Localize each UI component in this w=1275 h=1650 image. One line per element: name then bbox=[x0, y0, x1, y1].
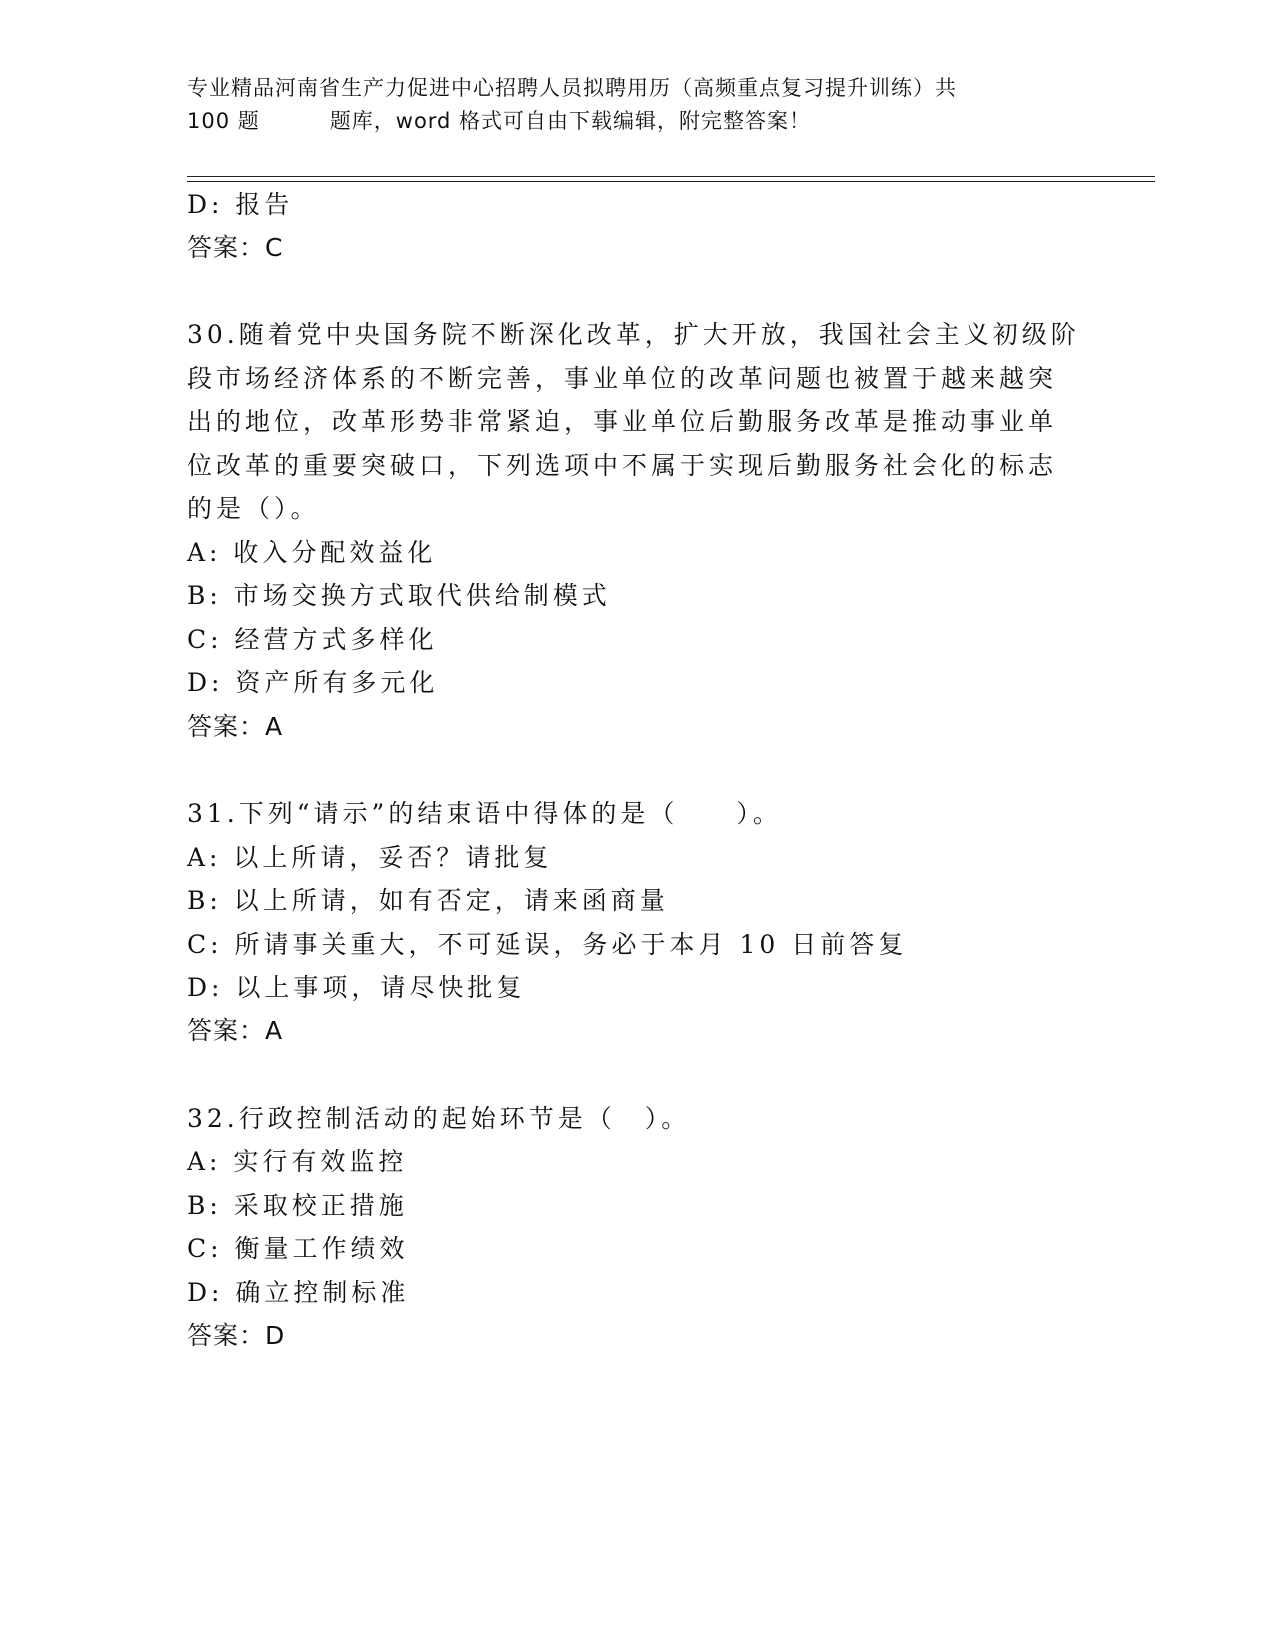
header-divider-top bbox=[187, 176, 1155, 177]
header-question-count: 100 题 bbox=[187, 109, 260, 133]
q30-option-b: B: 市场交换方式取代供给制模式 bbox=[187, 581, 611, 610]
q30-stem-line2: 段市场经济体系的不断完善，事业单位的改革问题也被置于越来越突 bbox=[187, 364, 1058, 393]
q31-option-b: B: 以上所请，如有否定，请来函商量 bbox=[187, 886, 669, 915]
q31-answer: 答案：A bbox=[187, 1016, 284, 1045]
q32-answer: 答案：D bbox=[187, 1321, 286, 1350]
header-divider-bottom bbox=[187, 181, 1155, 182]
q32-option-c: C: 衡量工作绩效 bbox=[187, 1234, 409, 1263]
q32-stem: 32.行政控制活动的起始环节是（ ）。 bbox=[187, 1104, 691, 1133]
q31-option-a: A: 以上所请，妥否？请批复 bbox=[187, 843, 553, 872]
q30-answer: 答案：A bbox=[187, 712, 284, 741]
q30-stem-line4: 位改革的重要突破口，下列选项中不属于实现后勤服务社会化的标志 bbox=[187, 451, 1058, 480]
prev-option-d: D: 报告 bbox=[187, 190, 294, 219]
q32-option-a: A: 实行有效监控 bbox=[187, 1147, 408, 1176]
q30-option-d: D: 资产所有多元化 bbox=[187, 668, 439, 697]
q30-stem-line5: 的是（）。 bbox=[187, 494, 320, 523]
header-description: 题库，word 格式可自由下载编辑，附完整答案！ bbox=[329, 109, 812, 133]
q30-stem-line1: 30.随着党中央国务院不断深化改革，扩大开放，我国社会主义初级阶 bbox=[187, 320, 1080, 349]
q30-option-a: A: 收入分配效益化 bbox=[187, 538, 437, 567]
q31-option-c: C: 所请事关重大，不可延误，务必于本月 10 日前答复 bbox=[187, 930, 908, 959]
prev-answer: 答案：C bbox=[187, 233, 284, 262]
q30-option-c: C: 经营方式多样化 bbox=[187, 625, 438, 654]
page-header bbox=[187, 72, 1087, 138]
q30-stem-line3: 出的地位，改革形势非常紧迫，事业单位后勤服务改革是推动事业单 bbox=[187, 407, 1058, 436]
q32-option-b: B: 采取校正措施 bbox=[187, 1191, 408, 1220]
q31-option-d: D: 以上事项，请尽快批复 bbox=[187, 973, 526, 1002]
header-title-line2 bbox=[187, 105, 1087, 138]
q32-option-d: D: 确立控制标准 bbox=[187, 1278, 410, 1307]
q31-stem: 31.下列“请示”的结束语中得体的是（ ）。 bbox=[187, 799, 782, 828]
header-title-line1: 专业精品河南省生产力促进中心招聘人员拟聘用历（高频重点复习提升训练）共 bbox=[187, 76, 957, 100]
